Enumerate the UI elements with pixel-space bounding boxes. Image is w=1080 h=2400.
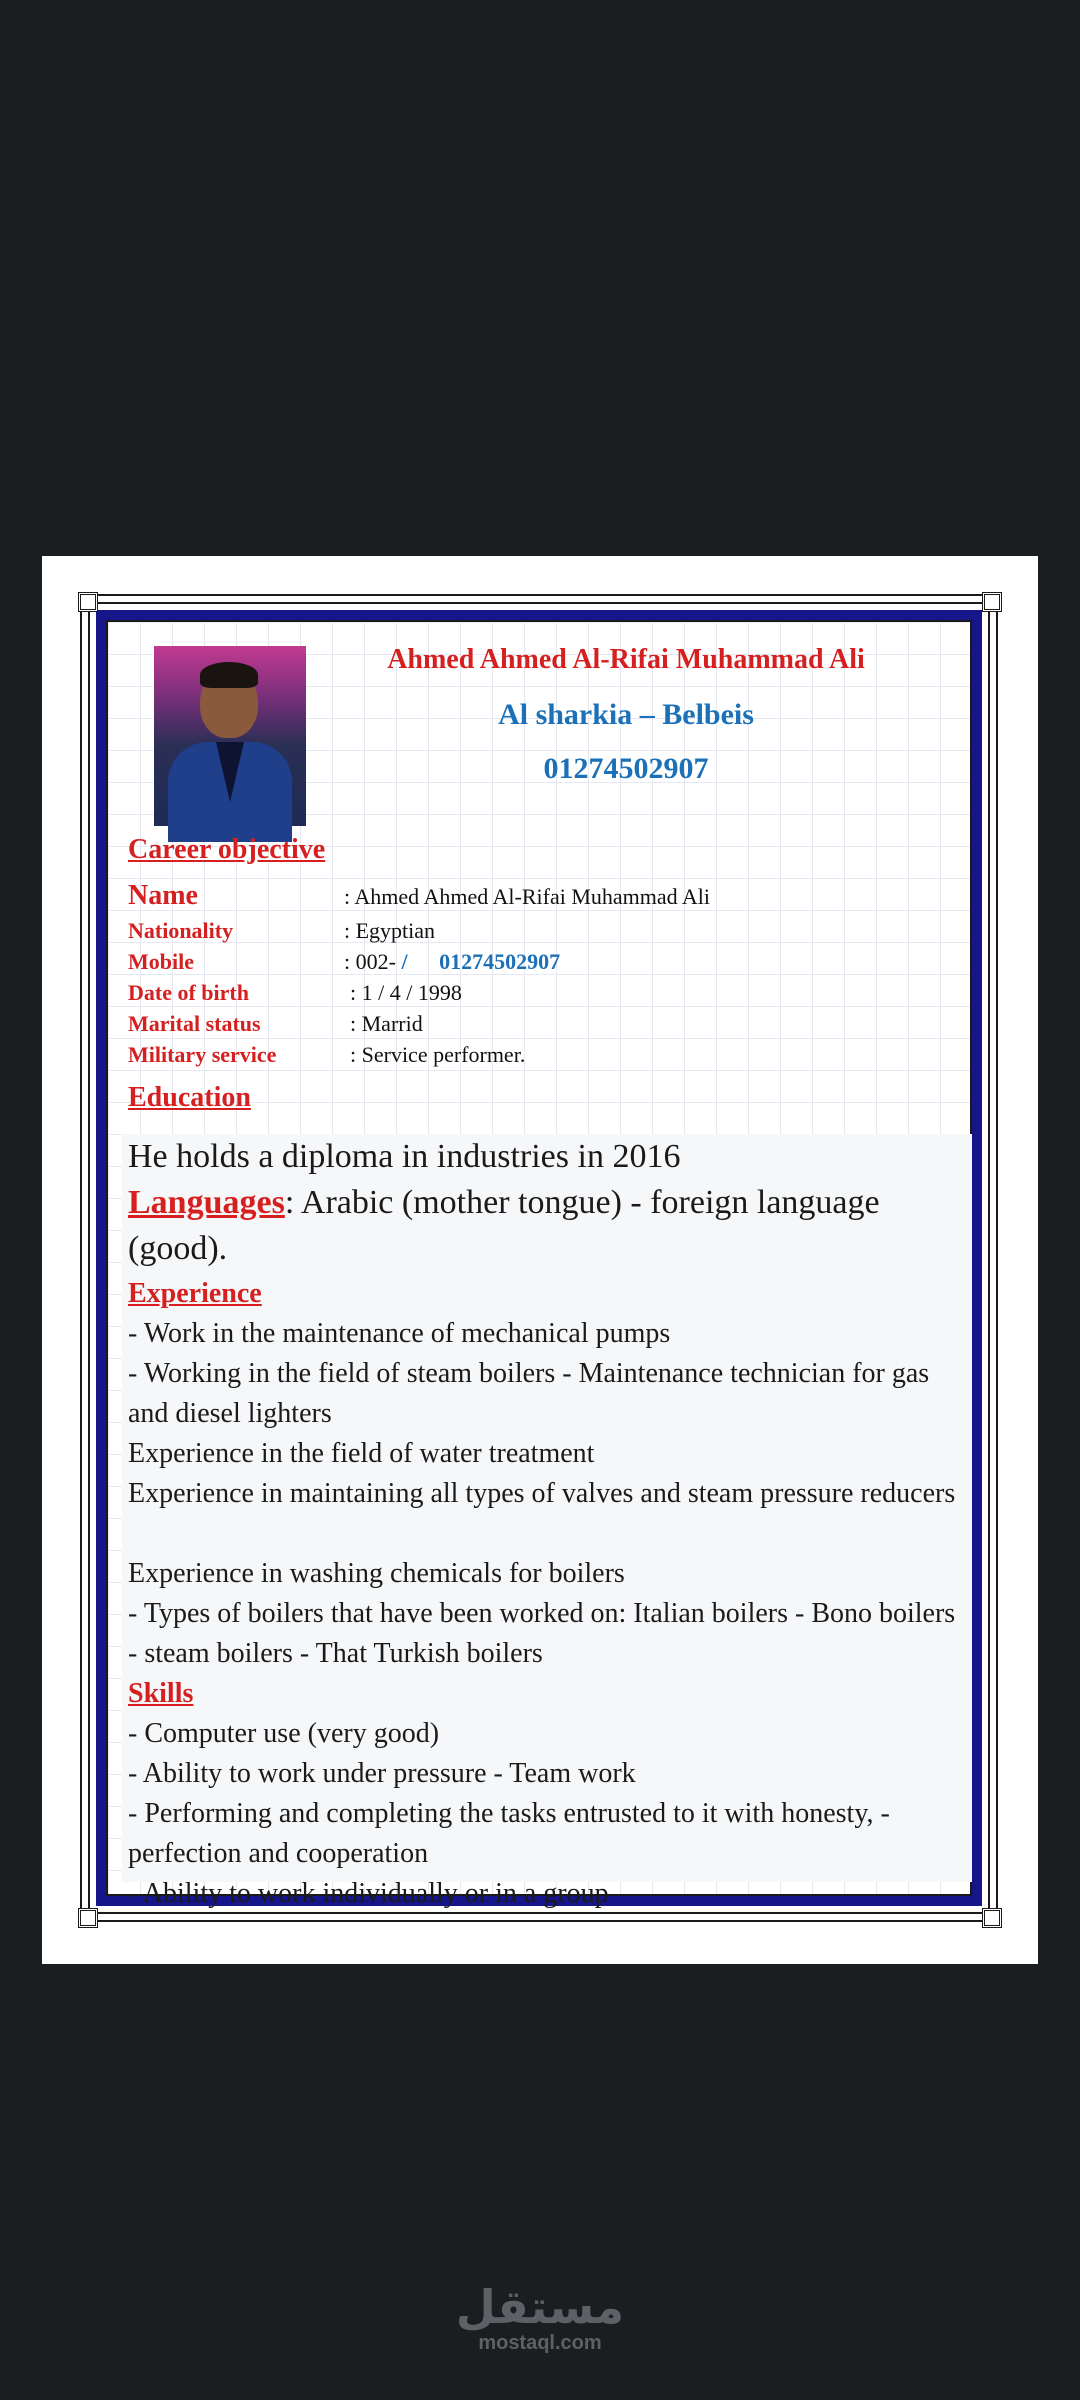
field-label-name: Name: [128, 880, 198, 911]
header-location: Al sharkia – Belbeis: [498, 698, 754, 731]
field-value-military: : Service performer.: [350, 1042, 526, 1067]
skills-item: - Ability to work individually or in a group: [128, 1878, 609, 1909]
experience-item: Experience in washing chemicals for boilers: [128, 1558, 625, 1589]
section-title-languages: Languages: [128, 1184, 285, 1221]
border-corner-ornament: [78, 1908, 98, 1928]
field-label-military: Military service: [128, 1042, 277, 1067]
mobile-separator: /: [401, 949, 408, 974]
field-label-nationality: Nationality: [128, 918, 234, 943]
border-corner-ornament: [78, 592, 98, 612]
header-phone: 01274502907: [543, 752, 709, 785]
section-title-education: Education: [128, 1082, 251, 1113]
field-value-mobile: [344, 949, 560, 975]
skills-item: - Performing and completing the tasks entrusted to it with honesty, - perfection and cooperation: [128, 1798, 890, 1869]
section-title-experience: Experience: [128, 1278, 262, 1309]
skills-item: - Computer use (very good): [128, 1718, 440, 1749]
mostaql-watermark-logo: [0, 2282, 1080, 2354]
field-value-marital: : Marrid: [350, 1011, 423, 1036]
field-label-marital: Marital status: [128, 1011, 261, 1036]
border-corner-ornament: [982, 592, 1002, 612]
languages-text: : Arabic (mother tongue) - foreign language (good).: [128, 1184, 880, 1267]
photo-hair: [200, 662, 258, 688]
field-value-nationality: : Egyptian: [344, 918, 436, 943]
experience-item: - Working in the field of steam boilers - Maintenance technician for gas and diesel lighters: [128, 1358, 930, 1429]
cv-document-page[interactable]: [42, 556, 1038, 1964]
watermark-arabic: مستقل: [455, 2280, 625, 2334]
field-label-mobile: Mobile: [128, 949, 194, 974]
section-title-skills: Skills: [128, 1678, 194, 1709]
experience-item: - Work in the maintenance of mechanical pumps: [128, 1318, 671, 1349]
profile-photo: [154, 646, 306, 826]
cv-content: [108, 622, 970, 1909]
skills-item: - Ability to work under pressure - Team work: [128, 1758, 636, 1789]
experience-item: Experience in maintaining all types of valves and steam pressure reducers: [128, 1478, 956, 1509]
border-corner-ornament: [982, 1908, 1002, 1928]
education-text: He holds a diploma in industries in 2016: [128, 1138, 681, 1175]
field-value-dob: : 1 / 4 / 1998: [350, 980, 462, 1005]
field-label-dob: Date of birth: [128, 980, 249, 1005]
languages-line: [128, 1180, 968, 1272]
section-title-career-objective: Career objective: [128, 834, 326, 865]
mobile-number: 01274502907: [439, 949, 561, 974]
cv-text-block: [122, 1134, 972, 1909]
field-value-name: : Ahmed Ahmed Al-Rifai Muhammad Ali: [344, 884, 711, 909]
experience-item: Experience in the field of water treatment: [128, 1438, 595, 1469]
mobile-country-code: : 002-: [344, 949, 396, 974]
watermark-latin: mostaql.com: [478, 2332, 602, 2354]
experience-item: - Types of boilers that have been worked on: Italian boilers - Bono boilers - steam boilers - That Turkish boilers: [128, 1598, 956, 1669]
header-name: Ahmed Ahmed Al-Rifai Muhammad Ali: [387, 644, 865, 675]
